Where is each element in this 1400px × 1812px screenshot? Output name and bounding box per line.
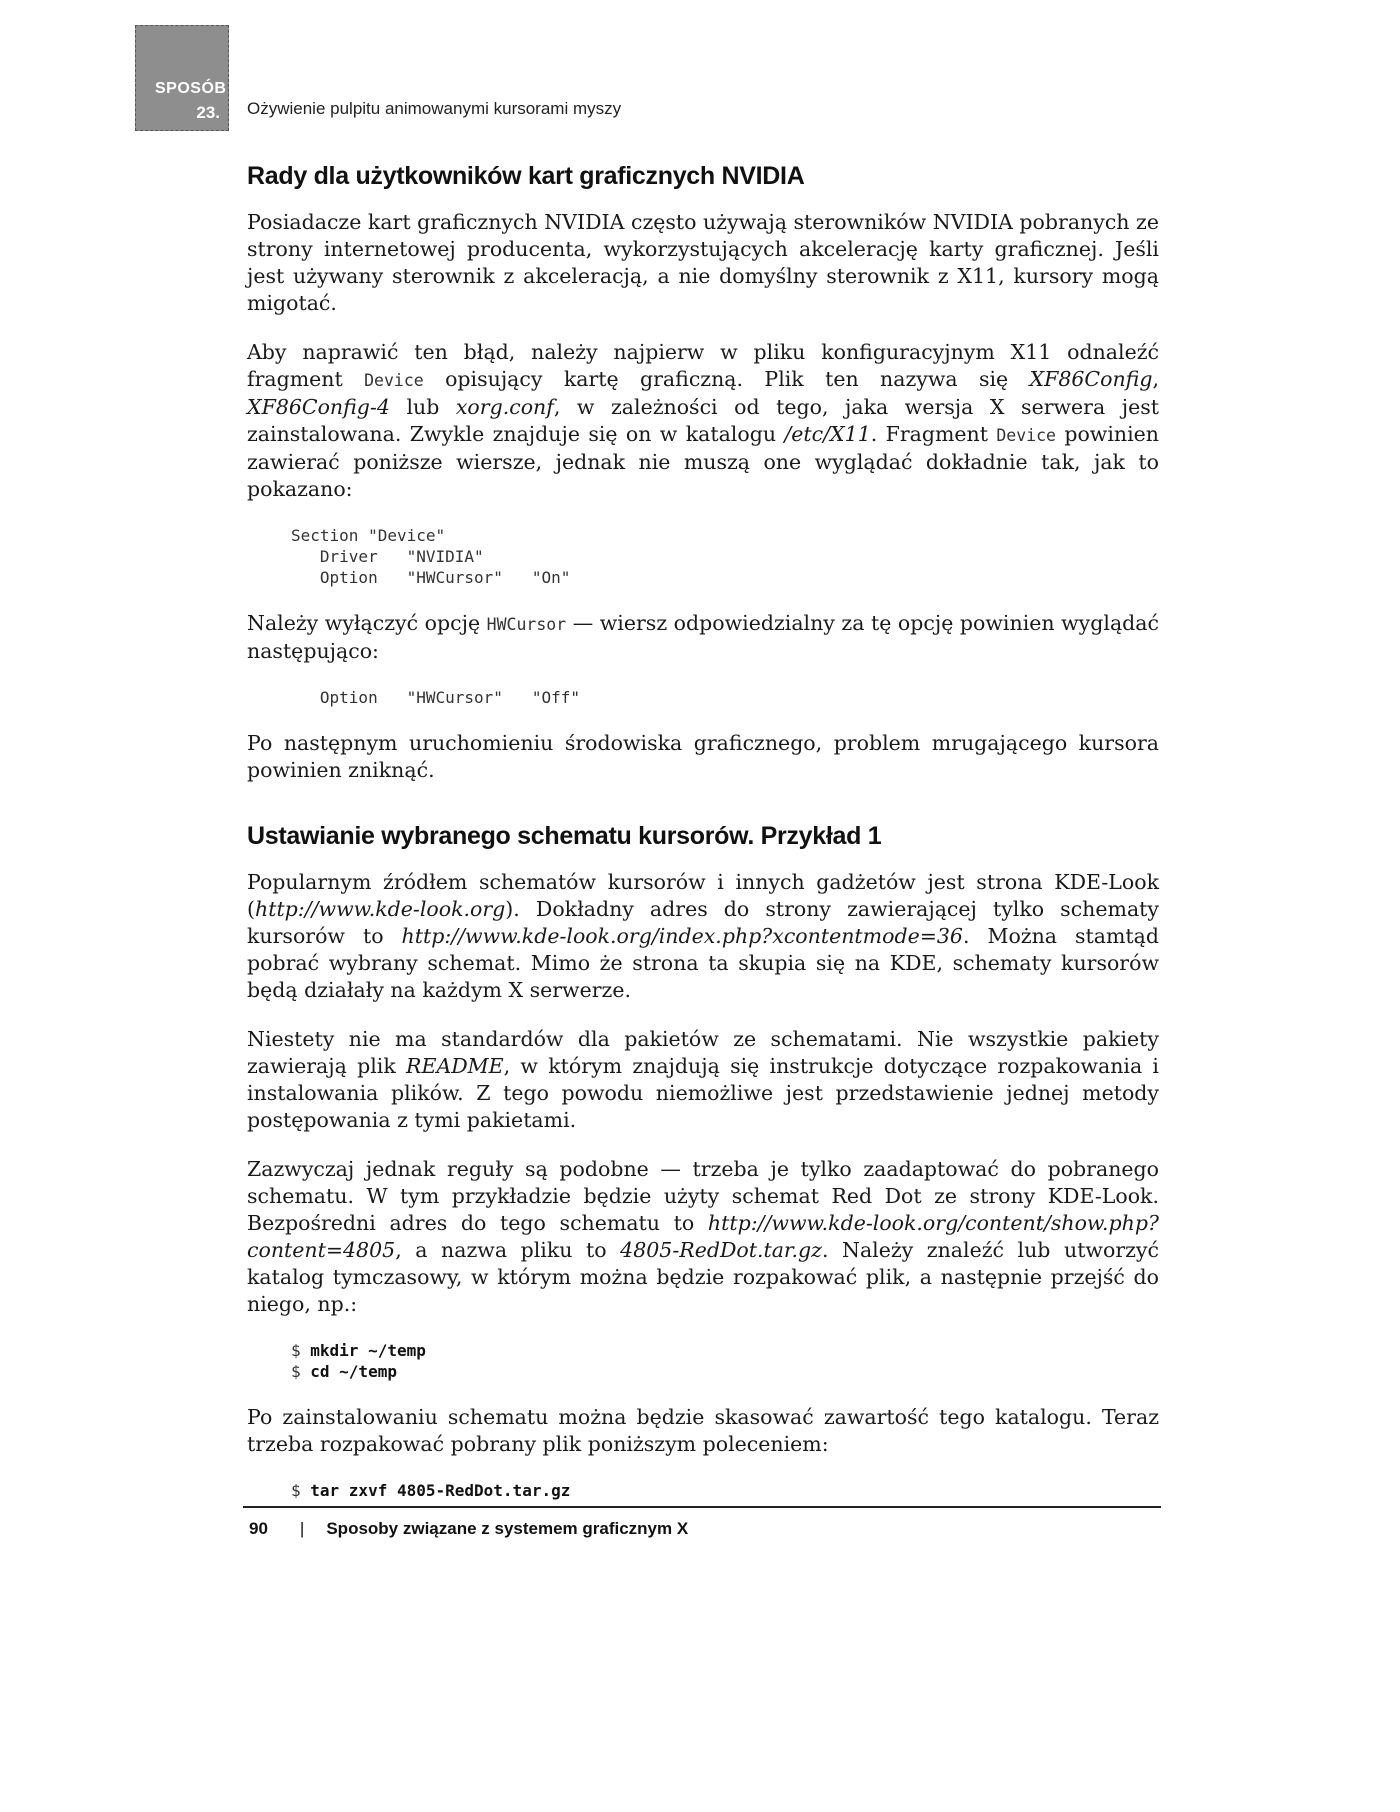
paragraph: Zazwyczaj jednak reguły są podobne — trzeba je tylko zaadaptować do pobranego schematu. W tym przykładzie będzie użyty schemat Red Dot ze strony KDE-Look. Bezpośredni adres do tego schematu to http://www.kde-look.org/content/show.php?content=4805, a nazwa pliku to 4805-RedDot.tar.gz. Należy znaleźć lub utworzyć katalog tymczasowy, w którym można będzie rozpakować plik, a następnie przejść do niego, np.: <box>247 1157 1159 1316</box>
paragraph: Należy wyłączyć opcję HWCursor — wiersz odpowiedzialny za tę opcję powinien wyglądać następująco: <box>247 611 1159 663</box>
chapter-badge <box>135 25 229 131</box>
directory-name: /etc/X11 <box>784 422 871 446</box>
paragraph: Po zainstalowaniu schematu można będzie skasować zawartość tego katalogu. Teraz trzeba rozpakować pobrany plik poniższym poleceniem: <box>247 1405 1159 1456</box>
inline-code: HWCursor <box>486 615 567 634</box>
url: http://www.kde-look.org/content/show.php?content=4805 <box>247 1211 1159 1262</box>
code-block: Section "Device" Driver "NVIDIA" Option "HWCursor" "On" <box>291 526 571 587</box>
file-name: 4805-RedDot.tar.gz <box>620 1238 822 1262</box>
code-block: Option "HWCursor" "Off" <box>291 688 580 707</box>
footer-separator: | <box>299 1519 305 1538</box>
command: cd ~/temp <box>310 1362 397 1381</box>
file-name: XF86Config-4 <box>247 395 390 419</box>
running-head: Ożywienie pulpitu animowanymi kursorami myszy <box>247 99 622 118</box>
file-name: xorg.conf <box>455 395 554 419</box>
paragraph: Posiadacze kart graficznych NVIDIA często używają sterowników NVIDIA pobranych ze strony internetowej producenta, wykorzystujących akcelerację karty graficznej. Jeśli jest używany sterownik z akceleracją, a nie domyślny sterownik z X11, kursory mogą migotać. <box>247 210 1159 315</box>
paragraph: Aby naprawić ten błąd, należy najpierw w pliku konfiguracyjnym X11 odnaleźć fragment Device opisujący kartę graficzną. Plik ten nazywa się XF86Config, XF86Config-4 lub xorg.conf, w zależności od tego, jaka wersja X serwera jest zainstalowana. Zwykle znajduje się on w katalogu /etc/X11. Fragment Device powinien zawierać poniższe wiersze, jednak nie muszą one wyglądać dokładnie tak, jak to pokazano: <box>247 340 1160 501</box>
page-number: 90 <box>249 1519 268 1538</box>
file-name: XF86Config <box>1029 367 1153 391</box>
command-block: $ tar zxvf 4805-RedDot.tar.gz <box>291 1481 571 1500</box>
url: http://www.kde-look.org/index.php?xcontentmode=36 <box>401 924 963 948</box>
footer-rule <box>243 1506 1161 1508</box>
url: http://www.kde-look.org <box>255 897 506 921</box>
paragraph: Po następnym uruchomieniu środowiska graficznego, problem mrugającego kursora powinien zniknąć. <box>247 731 1159 782</box>
command: mkdir ~/temp <box>310 1341 426 1360</box>
inline-code: Device <box>364 371 424 390</box>
command-block: $ mkdir ~/temp $ cd ~/temp <box>291 1341 426 1381</box>
inline-code: Device <box>996 426 1056 445</box>
chapter-title: Sposoby związane z systemem graficznym X <box>326 1519 689 1538</box>
section-title-cursor-scheme: Ustawianie wybranego schematu kursorów. Przykład 1 <box>247 822 882 850</box>
badge-number: 23. <box>196 103 220 122</box>
page-content <box>247 162 1159 1523</box>
page-footer <box>249 1519 688 1539</box>
section-title-nvidia: Rady dla użytkowników kart graficznych NVIDIA <box>247 162 805 190</box>
file-name: README <box>406 1054 504 1078</box>
command: tar zxvf 4805-RedDot.tar.gz <box>310 1481 571 1500</box>
paragraph: Niestety nie ma standardów dla pakietów ze schematami. Nie wszystkie pakiety zawierają plik README, w którym znajdują się instrukcje dotyczące rozpakowania i instalowania plików. Z tego powodu niemożliwe jest przedstawienie jednej metody postępowania z tymi pakietami. <box>247 1027 1159 1132</box>
badge-label: SPOSÓB <box>155 80 227 97</box>
paragraph: Popularnym źródłem schematów kursorów i innych gadżetów jest strona KDE-Look (http://www.kde-look.org). Dokładny adres do strony zawierającej tylko schematy kursorów to http://www.kde-look.org/index.php?xcontentmode=36. Można stamtąd pobrać wybrany schemat. Mimo że strona ta skupia się na KDE, schematy kursorów będą działały na każdym X serwerze. <box>247 870 1160 1002</box>
